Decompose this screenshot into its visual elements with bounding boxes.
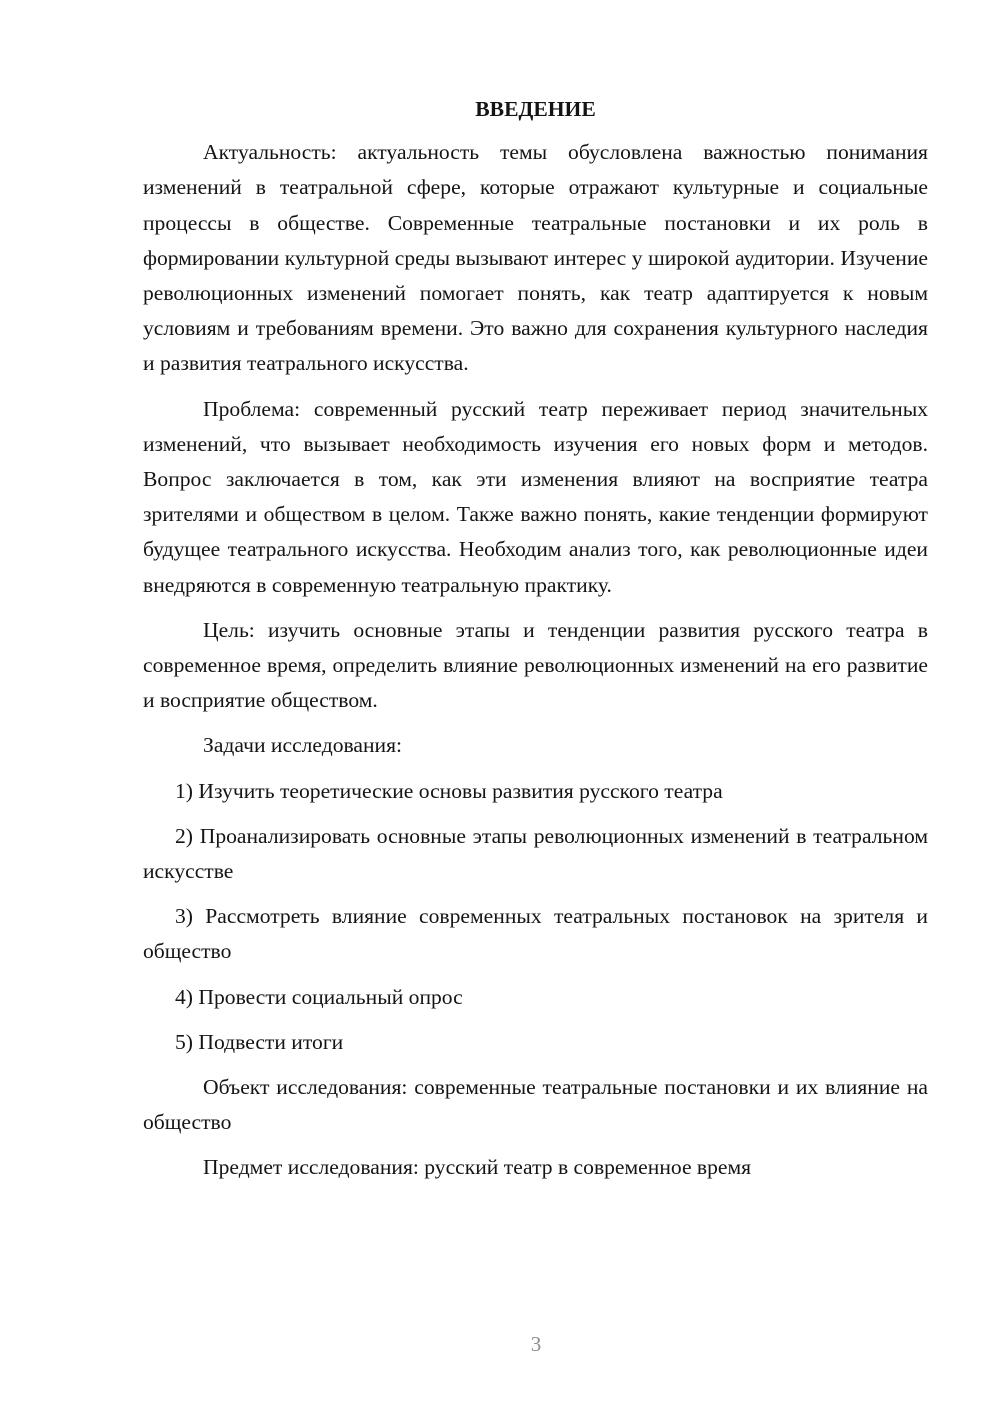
task-item: 3) Рассмотреть влияние современных театральных постановок на зрителя и общество bbox=[143, 904, 928, 964]
document-page bbox=[143, 92, 928, 1196]
relevance-paragraph: Актуальность: актуальность темы обусловлена важностью понимания изменений в театральной сфере, которые отражают культурные и социальные процессы в обществе. Современные театральные постановки и их роль в формировании культурной среды вызывают интерес у широкой аудитории. Изучение революционных изменений помогает понять, как театр адаптируется к новым условиям и требованиям времени. Это важно для сохранения культурного наследия и развития театрального искусства. bbox=[143, 140, 928, 376]
section-title: ВВЕДЕНИЕ bbox=[475, 97, 596, 121]
task-item: 4) Провести социальный опрос bbox=[175, 984, 463, 1009]
tasks-heading: Задачи исследования: bbox=[203, 733, 403, 758]
object-paragraph: Объект исследования: современные театральные постановки и их влияние на общество bbox=[143, 1075, 928, 1135]
subject-paragraph: Предмет исследования: русский театр в современное время bbox=[203, 1155, 752, 1180]
goal-paragraph: Цель: изучить основные этапы и тенденции развития русского театра в современное время, определить влияние революционных изменений на его развитие и восприятие обществом. bbox=[143, 617, 928, 713]
problem-paragraph: Проблема: современный русский театр переживает период значительных изменений, что вызывает необходимость изучения его новых форм и методов. Вопрос заключается в том, как эти изменения влияют на восприятие театра зрителями и обществом в целом. Также важно понять, какие тенденции формируют будущее театрального искусства. Необходим анализ того, как революционные идеи внедряются в современную театральную практику. bbox=[143, 396, 928, 597]
task-item: 1) Изучить теоретические основы развития русского театра bbox=[175, 778, 723, 803]
task-item: 5) Подвести итоги bbox=[175, 1029, 344, 1054]
task-item: 2) Проанализировать основные этапы революционных изменений в театральном искусстве bbox=[143, 823, 928, 884]
page-number: 3 bbox=[530, 1332, 542, 1356]
